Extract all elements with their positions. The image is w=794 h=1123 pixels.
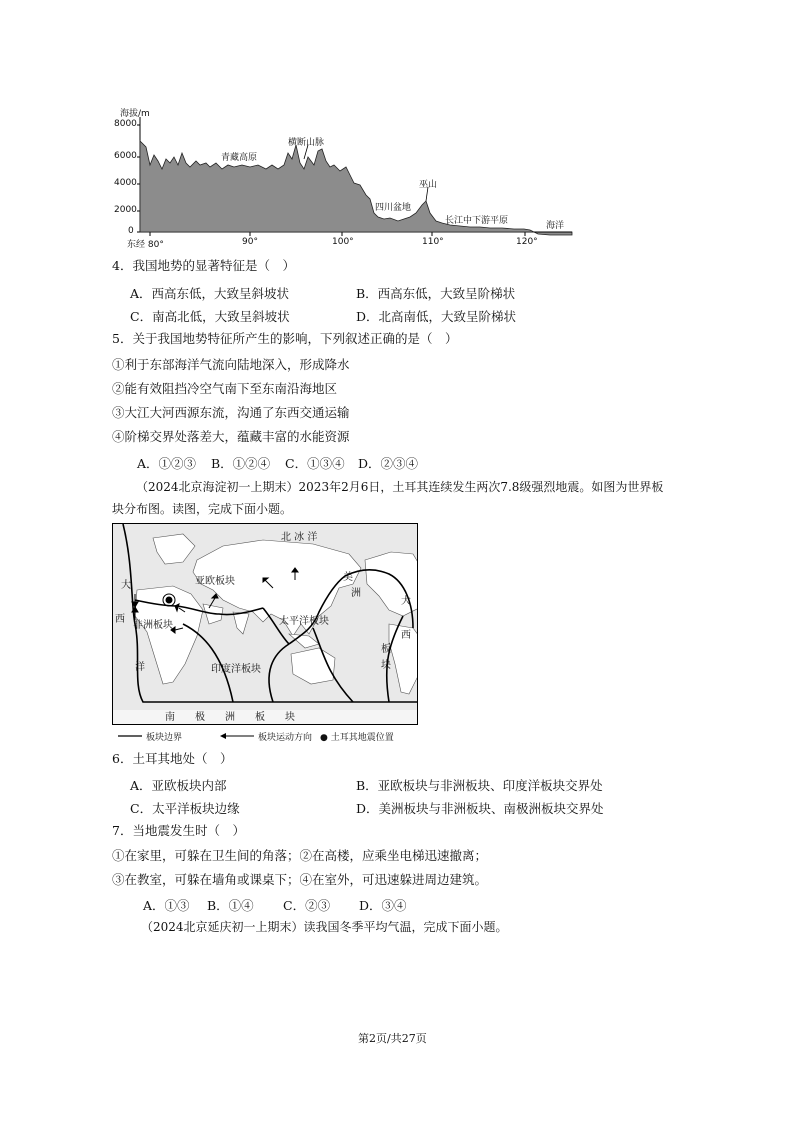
q6-option-b[interactable]: B．亚欧板块与非洲板块、印度洋板块交界处 bbox=[356, 778, 603, 793]
q5-item-1: ①利于东部海洋气流向陆地深入，形成降水 bbox=[112, 357, 350, 372]
label-hengduan: 横断山脉 bbox=[288, 138, 325, 148]
q5-option-d[interactable]: D．②③④ bbox=[358, 456, 419, 471]
x-tick-120: 120° bbox=[516, 237, 538, 247]
q7-option-b[interactable]: B．①④ bbox=[207, 898, 254, 913]
label-african-plate: 非洲板块 bbox=[133, 620, 173, 631]
label-haiyang: 海洋 bbox=[546, 221, 565, 231]
terrain-profile-figure bbox=[110, 105, 580, 250]
x-tick-100: 100° bbox=[332, 237, 354, 247]
label-antarctic-plate: 南 极 洲 板 块 bbox=[165, 712, 295, 723]
label-americas-2: 洲 bbox=[351, 588, 361, 599]
q6-option-d[interactable]: D．美洲板块与非洲板块、南极洲板块交界处 bbox=[356, 801, 604, 816]
legend-quake-text: ● 土耳其地震位置 bbox=[320, 733, 394, 743]
q7-line1: ①在家里，可躲在卫生间的角落；②在高楼，应乘坐电梯迅速撤离； bbox=[112, 848, 488, 863]
y-tick-2000: 2000 bbox=[114, 205, 137, 215]
y-tick-0: 0 bbox=[128, 226, 134, 236]
q5-option-c[interactable]: C．①③④ bbox=[285, 456, 345, 471]
y-tick-8000: 8000 bbox=[114, 119, 137, 129]
y-tick-6000: 6000 bbox=[114, 151, 137, 161]
legend-motion-text: 板块运动方向 bbox=[258, 733, 313, 743]
q4-stem: 4．我国地势的显著特征是（ ） bbox=[112, 258, 295, 273]
label-qingzang: 青藏高原 bbox=[221, 153, 258, 163]
x-tick-110: 110° bbox=[422, 237, 444, 247]
plate-map-figure bbox=[112, 523, 418, 725]
q7-option-a[interactable]: A．①③ bbox=[143, 898, 190, 913]
legend-arrow-head bbox=[220, 733, 226, 739]
label-indian-plate: 印度洋板块 bbox=[211, 664, 261, 675]
terrain-profile-svg bbox=[110, 105, 580, 250]
y-axis-label: 海拔/m bbox=[120, 109, 150, 119]
q7-line2: ③在教室，可躲在墙角或课桌下；④在室外，可迅速躲进周边建筑。 bbox=[112, 872, 488, 887]
q4-option-c[interactable]: C．南高北低，大致呈斜坡状 bbox=[130, 309, 290, 324]
label-right-atlantic-2: 西 bbox=[401, 630, 411, 641]
label-atlantic-2: 西 bbox=[115, 614, 125, 625]
q7-option-c[interactable]: C．②③ bbox=[283, 898, 331, 913]
q5-item-4: ④阶梯交界处落差大，蕴藏丰富的水能资源 bbox=[112, 429, 350, 444]
label-changjiang: 长江中下游平原 bbox=[445, 216, 509, 226]
q4-option-b[interactable]: B．西高东低，大致呈阶梯状 bbox=[356, 286, 516, 301]
label-right-plate-2: 块 bbox=[381, 660, 391, 671]
label-pacific-plate: 太平洋板块 bbox=[279, 616, 329, 627]
q7-stem: 7．当地震发生时（ ） bbox=[112, 823, 245, 838]
q6-option-a[interactable]: A．亚欧板块内部 bbox=[130, 778, 227, 793]
page-number-footer: 第2页/共27页 bbox=[358, 1032, 427, 1045]
intro-yanqing: （2024北京延庆初一上期末）读我国冬季平均气温，完成下面小题。 bbox=[141, 920, 508, 934]
label-americas-1: 美 bbox=[343, 572, 353, 583]
label-atlantic-3: 洋 bbox=[135, 662, 145, 673]
x-tick-80: 东经 80° bbox=[127, 240, 164, 250]
label-atlantic-1: 大 bbox=[121, 580, 131, 591]
intro-haidian-line1: （2024北京海淀初一上期末）2023年2月6日，土耳其连续发生两次7.8级强烈地震。如图为世界板 bbox=[136, 480, 664, 494]
q5-item-2: ②能有效阻挡冷空气南下至东南沿海地区 bbox=[112, 381, 338, 396]
q5-stem: 5．关于我国地势特征所产生的影响，下列叙述正确的是（ ） bbox=[112, 331, 458, 346]
q5-item-3: ③大江大河西源东流，沟通了东西交通运输 bbox=[112, 405, 350, 420]
intro-haidian-line2: 块分布图。读图，完成下面小题。 bbox=[112, 502, 293, 516]
q5-option-b[interactable]: B．①②④ bbox=[211, 456, 271, 471]
label-right-atlantic-1: 大 bbox=[401, 596, 411, 607]
turkey-quake-marker bbox=[165, 596, 173, 604]
q5-option-a[interactable]: A．①②③ bbox=[137, 456, 197, 471]
x-tick-90: 90° bbox=[242, 237, 258, 247]
q7-option-d[interactable]: D．③④ bbox=[359, 898, 407, 913]
label-right-plate-1: 板 bbox=[381, 644, 391, 655]
label-wushan: 巫山 bbox=[419, 180, 438, 190]
label-arctic-ocean: 北 冰 洋 bbox=[281, 532, 318, 543]
y-tick-4000: 4000 bbox=[114, 178, 137, 188]
q6-stem: 6．土耳其地处（ ） bbox=[112, 751, 233, 766]
q6-option-c[interactable]: C．太平洋板块边缘 bbox=[130, 801, 240, 816]
q4-option-d[interactable]: D．北高南低，大致呈阶梯状 bbox=[356, 309, 517, 324]
q4-option-a[interactable]: A．西高东低，大致呈斜坡状 bbox=[130, 286, 290, 301]
legend-boundary-text: 板块边界 bbox=[146, 733, 183, 743]
map-legend bbox=[118, 729, 418, 743]
label-eurasian-plate: 亚欧板块 bbox=[195, 576, 235, 587]
label-sichuan: 四川盆地 bbox=[375, 203, 412, 213]
